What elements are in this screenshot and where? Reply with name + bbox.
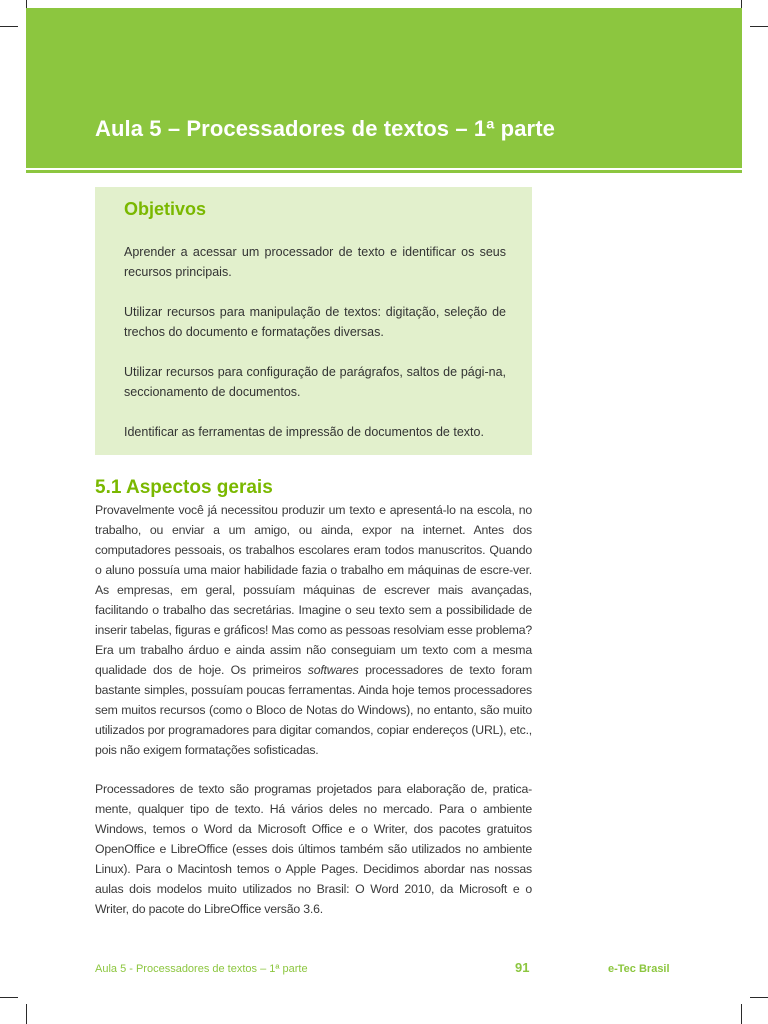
objective-item: Utilizar recursos para configuração de parágrafos, saltos de pági-na, seccionamento de documentos. bbox=[124, 365, 506, 399]
page-number: 91 bbox=[515, 960, 530, 975]
crop-mark bbox=[750, 997, 768, 998]
objective-item: Identificar as ferramentas de impressão de documentos de texto. bbox=[124, 425, 484, 439]
paragraph-italic-term: softwares bbox=[307, 663, 359, 677]
body-paragraph: Processadores de texto são programas projetados para elaboração de, pratica-mente, qualquer tipo de texto. Há vários deles no mercado. Para o ambiente Windows, temos o Word da Microsoft Office e o Writer, dos pacotes gratuitos OpenOffice e LibreOffice (esses dois últimos também são utilizados no ambiente Linux). Para o Macintosh temos o Apple Pages. Decidimos abordar nas nossas aulas dois modelos muito utilizados no Brasil: O Word 2010, da Microsoft e o Writer, do pacote do LibreOffice versão 3.6. bbox=[95, 782, 532, 916]
objectives-box bbox=[95, 187, 532, 455]
paragraph-text: processadores de texto foram bastante simples, possuíam poucas ferramentas. Ainda hoje temos processadores sem muitos recursos (como o Bloco de Notas do Windows), no entanto, são muito utilizados por programadores para digitar comandos, copiar endereços (URL), etc., pois não exigem formatações sofisticadas. bbox=[95, 663, 532, 757]
crop-mark bbox=[26, 0, 27, 8]
header-divider bbox=[26, 170, 742, 173]
chapter-title: Aula 5 – Processadores de textos – 1ª parte bbox=[95, 116, 555, 141]
objective-item: Utilizar recursos para manipulação de textos: digitação, seleção de trechos do documento e formatações diversas. bbox=[124, 305, 506, 339]
crop-mark bbox=[741, 0, 742, 8]
objective-item: Aprender a acessar um processador de texto e identificar os seus recursos principais. bbox=[124, 245, 506, 279]
body-paragraph bbox=[95, 500, 532, 760]
section-heading: 5.1 Aspectos gerais bbox=[95, 477, 273, 498]
crop-mark bbox=[750, 26, 768, 27]
running-title: Aula 5 - Processadores de textos – 1ª parte bbox=[95, 963, 308, 975]
objectives-title: Objetivos bbox=[124, 199, 207, 219]
header-band bbox=[26, 8, 742, 168]
crop-mark bbox=[0, 997, 18, 998]
brand-label: e-Tec Brasil bbox=[608, 963, 670, 975]
paragraph-text: Provavelmente você já necessitou produzir um texto e apresentá-lo na escola, no trabalho, ou enviar a um amigo, ou ainda, expor na internet. Antes dos computadores pessoais, os trabalhos escolares eram todos manuscritos. Quando o aluno possuía uma maior habilidade fazia o trabalho em máquinas de escre-ver. As empresas, em geral, possuíam máquinas de escrever mais avançadas, facilitando o trabalho das secretárias. Imagine o seu texto sem a possibilidade de inserir tabelas, figuras e gráficos! Mas como as pessoas resolviam esse problema? Era um trabalho árduo e ainda assim não conseguiam um texto com a mesma qualidade dos de hoje. Os primeiros bbox=[95, 503, 532, 677]
crop-mark bbox=[741, 1004, 742, 1024]
crop-mark bbox=[26, 1004, 27, 1024]
crop-mark bbox=[0, 26, 18, 27]
